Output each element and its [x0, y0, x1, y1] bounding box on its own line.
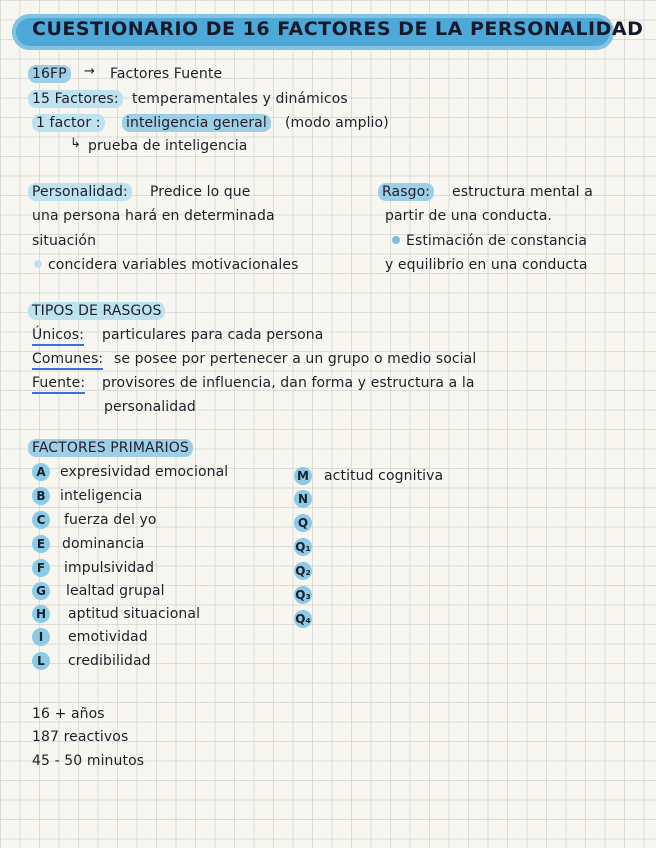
- factor-letter-g: G: [32, 582, 50, 600]
- tipo-unicos-text: particulares para cada persona: [102, 327, 324, 343]
- intro-16fp-label: 16FP: [28, 65, 71, 83]
- tipo-unicos-label: Únicos:: [32, 326, 84, 346]
- tipo-comunes-text: se posee por pertenecer a un grupo o medio social: [114, 351, 477, 367]
- factor-letter-c: C: [32, 511, 50, 529]
- footer-age: 16 + años: [32, 706, 105, 722]
- arrow-down-right-icon: ↳: [70, 136, 81, 151]
- footer-items: 187 reactivos: [32, 729, 129, 745]
- rasgo-label: Rasgo:: [378, 183, 434, 201]
- factor-letter-q4: Q₄: [295, 612, 311, 626]
- factor-letter-i: I: [32, 628, 50, 646]
- rasgo-line2: partir de una conducta.: [385, 208, 552, 224]
- footer-time: 45 - 50 minutos: [32, 753, 145, 769]
- intro-15-factores-label: 15 Factores:: [28, 90, 123, 108]
- personalidad-line3: situación: [32, 233, 97, 249]
- rasgo-line1: estructura mental a: [452, 184, 593, 200]
- factor-text-g: lealtad grupal: [66, 583, 165, 599]
- factor-text-l: credibilidad: [68, 653, 151, 669]
- intro-1-factor-label: 1 factor :: [32, 114, 105, 132]
- intro-15-factores-text: temperamentales y dinámicos: [132, 91, 348, 107]
- factor-letter-b: B: [32, 487, 50, 505]
- bullet-dot: [34, 260, 42, 268]
- bullet-dot: [392, 236, 400, 244]
- factor-letter-q1: Q₁: [295, 540, 311, 554]
- factores-heading: FACTORES PRIMARIOS: [28, 439, 193, 457]
- factor-text-b: inteligencia: [60, 488, 143, 504]
- tipo-comunes-label: Comunes:: [32, 350, 103, 370]
- intro-inteligencia-general: inteligencia general: [122, 114, 271, 132]
- factor-letter-q2: Q₂: [295, 564, 311, 578]
- factor-text-e: dominancia: [62, 536, 145, 552]
- factor-text-i: emotividad: [68, 629, 148, 645]
- intro-16fp-text: Factores Fuente: [110, 66, 223, 82]
- factor-text-m: actitud cognitiva: [324, 468, 444, 484]
- personalidad-bullet: concidera variables motivacionales: [48, 257, 299, 273]
- factor-text-c: fuerza del yo: [64, 512, 157, 528]
- factor-letter-f: F: [32, 559, 50, 577]
- tipos-heading: TIPOS DE RASGOS: [28, 302, 165, 320]
- factor-text-f: impulsividad: [64, 560, 155, 576]
- factor-letter-a: A: [32, 463, 50, 481]
- factor-letter-n: N: [294, 490, 312, 508]
- factor-letter-q3: Q₃: [295, 588, 311, 602]
- factor-letter-q: Q: [294, 514, 312, 532]
- tipo-fuente-continuation: personalidad: [104, 399, 196, 415]
- arrow-right-icon: →: [84, 64, 95, 79]
- personalidad-label: Personalidad:: [28, 183, 132, 201]
- factor-letter-m: M: [294, 467, 312, 485]
- intro-modo-amplio: (modo amplio): [285, 115, 389, 131]
- tipo-fuente-text: provisores de influencia, dan forma y estructura a la: [102, 375, 475, 391]
- rasgo-bullet: Estimación de constancia: [406, 233, 588, 249]
- factor-text-a: expresividad emocional: [60, 464, 229, 480]
- personalidad-line2: una persona hará en determinada: [32, 208, 275, 224]
- personalidad-line1: Predice lo que: [150, 184, 251, 200]
- rasgo-line4: y equilibrio en una conducta: [385, 257, 588, 273]
- tipo-fuente-label: Fuente:: [32, 374, 85, 394]
- factor-letter-h: H: [32, 605, 50, 623]
- page-title: CUESTIONARIO DE 16 FACTORES DE LA PERSONALIDAD: [32, 18, 644, 40]
- factor-text-h: aptitud situacional: [68, 606, 201, 622]
- factor-letter-l: L: [32, 652, 50, 670]
- factor-letter-e: E: [32, 535, 50, 553]
- intro-prueba: prueba de inteligencia: [88, 138, 248, 154]
